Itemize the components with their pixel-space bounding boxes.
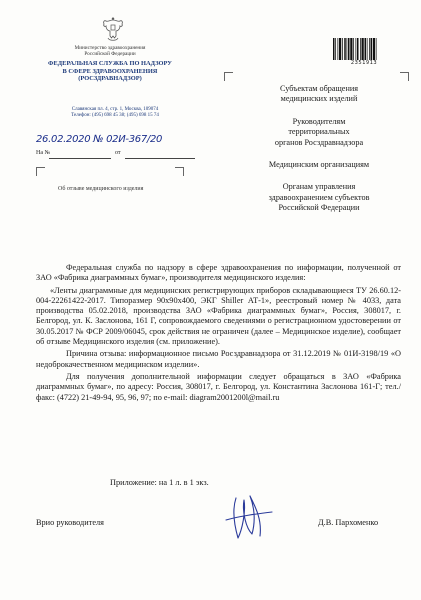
barcode-bar: [342, 38, 343, 60]
barcode-bar: [357, 38, 359, 60]
subject-bracket-left: [36, 167, 45, 176]
barcode-bar: [347, 38, 348, 60]
agency-line-2: В СФЕРЕ ЗДРАВООХРАНЕНИЯ: [62, 67, 158, 75]
agency-name: [22, 60, 198, 83]
barcode-bar: [367, 38, 368, 60]
ministry-line-2: Российской Федерации: [84, 51, 136, 58]
body-paragraph-device: «Ленты диаграммные для медицинских регистрирующих приборов складывающиеся ТУ 26.60.12-004-22261422-2017. Типоразмер 90х90х400, ЭКГ Shiller АТ-1», реестровый номер № 4033, дата производства 05.02.2018, производства ЗАО «Фабрика диаграммных бумаг», Россия, 308017, г. Белгород, ул. К. Заслонова, 161 Г, сопровождаемого сведениями о регистрационном удостоверении от 30.05.2017 № ФСР 2009/06045, срок действия не ограничен (далее – Медицинское изделие), сообщает об отзыве Медицинского изделия (см. приложение).: [36, 285, 401, 347]
subject-line: Об отзыве медицинского изделия: [58, 186, 144, 192]
recipient-line: Субъектам обращения: [280, 84, 358, 93]
reference-line: [36, 148, 196, 160]
from-label: от: [115, 150, 121, 156]
number-label: На №: [36, 150, 51, 156]
barcode-bar: [360, 38, 361, 60]
recipient-line: здравоохранением субъектов: [268, 192, 370, 202]
barcode-bar: [373, 38, 375, 60]
recipients-block: [230, 84, 408, 226]
body-paragraph-contacts: Для получения дополнительной информации следует обращаться в ЗАО «Фабрика диаграммных бумаг», по адресу: Россия, 308017, г. Белгород, ул. Константина Заслонова 161-Г; тел./факс: (4722) 21-49-94, 95, 96, 97; по e-mail: diagram2001200l@mail.ru: [36, 371, 401, 402]
agency-address: [30, 107, 200, 120]
barcode-bar: [339, 38, 341, 60]
number-rule: [49, 158, 111, 159]
handwritten-signature-icon: [222, 490, 274, 546]
recipient-group: [230, 182, 408, 213]
agency-line-1: ФЕДЕРАЛЬНАЯ СЛУЖБА ПО НАДЗОРУ: [48, 60, 172, 67]
double-headed-eagle-emblem-icon: [101, 14, 125, 44]
recipient-bracket-left: [224, 72, 233, 81]
barcode-bar: [376, 38, 377, 60]
barcode: [333, 38, 395, 60]
barcode-number: 2351913: [350, 60, 378, 66]
recipient-line: Российской Федерации: [278, 203, 360, 213]
recipient-line: органов Росздравнадзора: [274, 137, 364, 147]
phone-line: Телефон: (495) 698 45 38; (495) 698 15 74: [71, 113, 159, 119]
barcode-bar: [333, 38, 335, 60]
recipient-line: Медицинским организациям: [268, 160, 370, 170]
barcode-bar: [369, 38, 370, 60]
recipient-line: территориальных: [288, 127, 350, 137]
subject-bracket-right: [175, 167, 184, 176]
signatory-name: Д.В. Пархоменко: [318, 518, 379, 527]
recipient-line: Руководителям: [292, 116, 346, 126]
address-line: Славянская пл. 4, стр. 1, Москва, 109074: [71, 107, 159, 112]
letter-body: [36, 263, 401, 405]
agency-line-3: (РОСЗДРАВНАДЗОР): [78, 75, 142, 83]
barcode-bar: [350, 38, 352, 60]
barcode-bar: [344, 38, 346, 60]
recipient-bracket-right: [400, 72, 409, 81]
barcode-bar: [353, 38, 354, 60]
barcode-bar: [371, 38, 373, 60]
recipient-group: [230, 84, 408, 105]
recipient-line: Органам управления: [282, 182, 356, 192]
body-paragraph-reason: Причина отзыва: информационное письмо Росздравнадзора от 31.12.2019 № 01И-3198/19 «О недоброкачественном медицинском изделии».: [36, 349, 401, 369]
barcode-bar: [335, 38, 336, 60]
body-paragraph-intro: Федеральная служба по надзору в сфере здравоохранения по информации, полученной от ЗАО «Фабрика диаграммных бумаг», производителя медицинского изделия:: [36, 263, 401, 283]
recipient-group: [230, 160, 408, 170]
barcode-bar: [362, 38, 364, 60]
barcode-bar: [365, 38, 367, 60]
signatory-position: Врио руководителя: [36, 518, 104, 527]
recipient-line: медицинских изделий: [280, 94, 358, 104]
barcode-bar: [356, 38, 357, 60]
barcode-bar: [348, 38, 350, 60]
ministry-line-1: Министерство здравоохранения: [74, 45, 146, 51]
from-rule: [125, 158, 195, 159]
barcode-bar: [338, 38, 339, 60]
attachment-note: Приложение: на 1 л. в 1 экз.: [110, 478, 209, 487]
handwritten-date-number: 26.02.2020 № 02И-367/20: [36, 134, 163, 145]
ministry-name: [30, 45, 190, 57]
recipient-group: [230, 117, 408, 148]
